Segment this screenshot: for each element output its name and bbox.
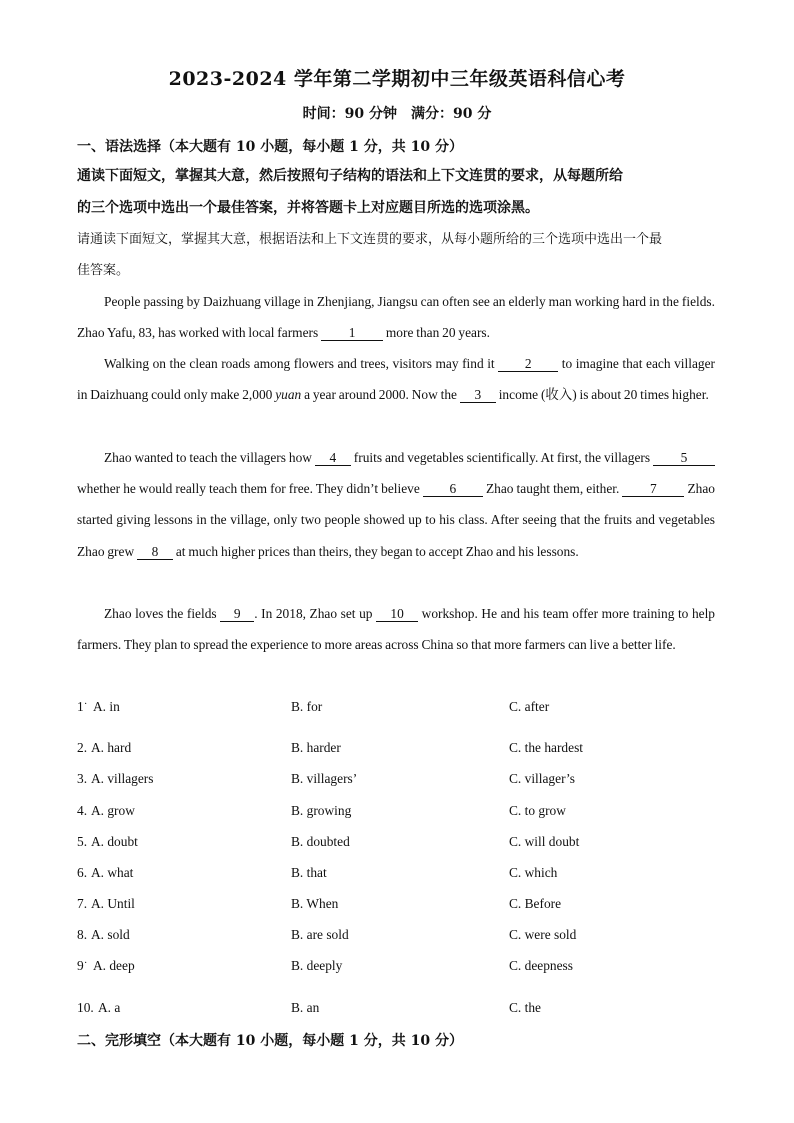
section2-heading: 二、完形填空（本大题有 10 小题，每小题 1 分，共 10 分）: [77, 1033, 463, 1049]
passage-paragraph-3: Zhao wanted to teach the villagers how 4 fruits and vegetables scientifically. At first, the villagers 5 whether he would really teach them for free. They didn’t believe 6 Zhao taught them, either. 7 Zhao started giving lessons in the village, only two people showed up to his class. After seeing that the fruits and vegetables Zhao grew 8 at much higher prices than theirs, they began to accept Zhao and his lessons.: [77, 450, 715, 559]
question-10-options: [77, 1000, 717, 1020]
question-number: 8.: [77, 927, 88, 942]
option-a[interactable]: A. a: [98, 1000, 121, 1015]
question-5-options: [77, 834, 717, 854]
option-c[interactable]: C. the hardest: [509, 740, 584, 755]
question-4-options: [77, 803, 717, 823]
section1-instruction: [77, 224, 717, 286]
passage-paragraph-2: Walking on the clean roads among flowers and trees, visitors may find it 2 to imagine that each villager in Daizhuang could only make 2,000 yuan a year around 2000. Now the 3 income (收入) is about 20 times higher.: [77, 356, 715, 403]
option-b[interactable]: B. villagers’: [291, 771, 358, 786]
question-number: 2.: [77, 740, 88, 755]
option-c[interactable]: C. villager’s: [509, 771, 575, 786]
question-7-options: [77, 896, 717, 916]
option-a[interactable]: A. sold: [91, 927, 130, 942]
option-c[interactable]: C. after: [509, 699, 550, 714]
question-number: 9: [77, 958, 84, 973]
blank-3: 3: [460, 387, 496, 403]
option-b[interactable]: B. doubted: [291, 834, 350, 849]
question-number: 4.: [77, 803, 88, 818]
blank-2: 2: [498, 356, 558, 372]
option-b[interactable]: B. are sold: [291, 927, 349, 942]
instruction-bold-line1: 通读下面短文，掌握其大意，然后按照句子结构的语法和上下文连贯的要求，从每题所给: [77, 168, 623, 184]
option-c[interactable]: C. will doubt: [509, 834, 580, 849]
blank-10: 10: [376, 606, 418, 622]
question-number: 6.: [77, 865, 88, 880]
bullet-dot: ·: [84, 958, 88, 969]
option-b[interactable]: B. that: [291, 865, 327, 880]
question-8-options: [77, 927, 717, 947]
option-a[interactable]: A. hard: [91, 740, 132, 755]
blank-4: 4: [315, 450, 351, 466]
option-c[interactable]: C. deepness: [509, 958, 573, 973]
passage-paragraph-1: People passing by Daizhuang village in Zhenjiang, Jiangsu can often see an elderly man working hard in the fields. Zhao Yafu, 83, has worked with local farmers 1 more than 20 years.: [77, 294, 715, 341]
blank-6: 6: [423, 481, 483, 497]
option-a[interactable]: A. deep: [93, 958, 135, 973]
blank-9: 9: [220, 606, 254, 622]
passage-paragraph-4: Zhao loves the fields 9 . In 2018, Zhao set up 10 workshop. He and his team offer more training to help farmers. They plan to spread the experience to more areas across China so that more farmers can live a better life.: [77, 606, 716, 653]
exam-title: 2023-2024 学年第二学期初中三年级英语科信心考: [168, 68, 626, 90]
option-b[interactable]: B. deeply: [291, 958, 343, 973]
instruction-line1: 请通读下面短文，掌握其大意，根据语法和上下文连贯的要求，从每小题所给的三个选项中选出一个最: [77, 232, 663, 247]
question-2-options: [77, 740, 717, 760]
question-3-options: [77, 771, 717, 791]
question-6-options: [77, 865, 717, 885]
option-a[interactable]: A. doubt: [91, 834, 138, 849]
option-a[interactable]: A. villagers: [91, 771, 154, 786]
blank-7: 7: [622, 481, 684, 497]
question-9-options: [77, 958, 717, 978]
option-b[interactable]: B. for: [291, 699, 323, 714]
option-a[interactable]: A. Until: [91, 896, 135, 911]
option-a[interactable]: A. grow: [91, 803, 135, 818]
section1-instruction-bold: [77, 160, 717, 224]
option-c[interactable]: C. were sold: [509, 927, 577, 942]
section1-heading: 一、语法选择（本大题有 10 小题，每小题 1 分，共 10 分）: [77, 139, 463, 155]
option-b[interactable]: B. harder: [291, 740, 341, 755]
option-a[interactable]: A. what: [91, 865, 134, 880]
question-1-options: [77, 699, 717, 719]
option-c[interactable]: C. to grow: [509, 803, 566, 818]
question-number: 10.: [77, 1000, 94, 1015]
option-a[interactable]: A. in: [93, 699, 120, 714]
blank-5: 5: [653, 450, 715, 466]
question-number: 7.: [77, 896, 88, 911]
option-b[interactable]: B. an: [291, 1000, 320, 1015]
question-number: 5.: [77, 834, 88, 849]
question-number: 3.: [77, 771, 88, 786]
instruction-line2: 佳答案。: [77, 263, 130, 278]
blank-8: 8: [137, 544, 173, 560]
option-c[interactable]: C. Before: [509, 896, 562, 911]
option-b[interactable]: B. When: [291, 896, 339, 911]
option-c[interactable]: C. the: [509, 1000, 541, 1015]
question-number: 1: [77, 699, 84, 714]
instruction-bold-line2: 的三个选项中选出一个最佳答案，并将答题卡上对应题目所选的选项涂黑。: [77, 200, 539, 216]
option-c[interactable]: C. which: [509, 865, 558, 880]
bullet-dot: ·: [84, 699, 88, 710]
exam-time-score: 时间：90 分钟 满分：90 分: [302, 106, 492, 122]
option-b[interactable]: B. growing: [291, 803, 352, 818]
blank-1: 1: [321, 325, 383, 341]
